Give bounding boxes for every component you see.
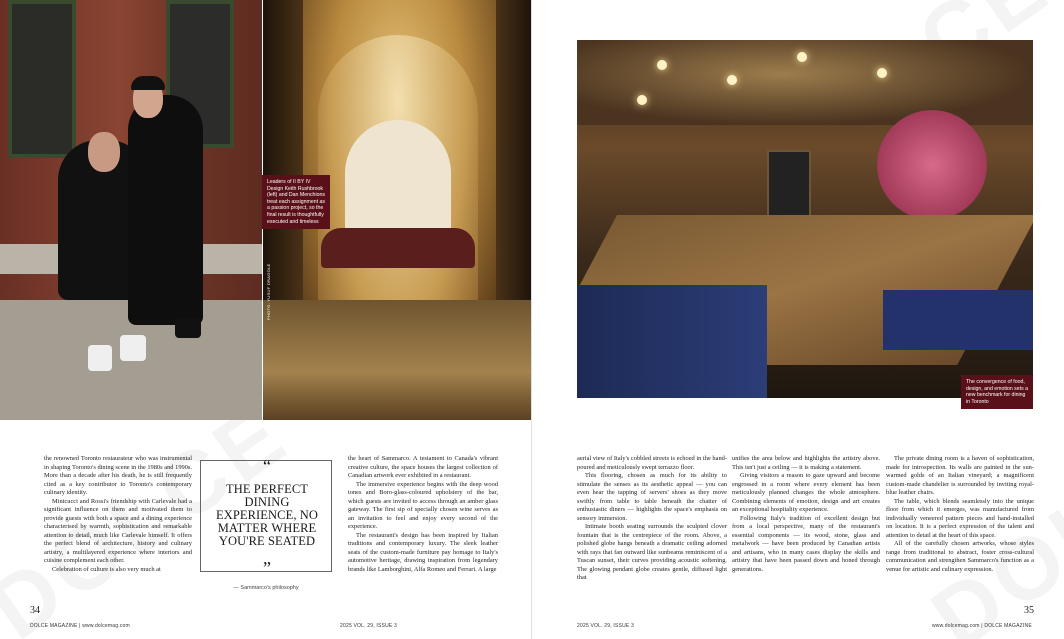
pull-quote-text: THE PERFECT DINING EXPERIENCE, NO MATTER WHERE YOU'RE SEATED — [215, 482, 319, 548]
article-column-1 — [44, 455, 192, 574]
dining-caption: The convergence of food, design, and emotion sets a new benchmark for dining in Toronto — [961, 375, 1033, 409]
footer-issue: 2025 VOL. 29, ISSUE 3 — [340, 623, 398, 629]
paragraph: The private dining room is a haven of sophistication, made for introspection. Its walls are painted in the sun-warmed golds of an Italian vineyard; a magnificent custom-made chandelier is surrounded by inviting royal-blue leather chairs. — [886, 455, 1034, 496]
article-column-5 — [732, 455, 880, 574]
paragraph: Giving visitors a reason to gaze upward and become engrossed in a room where every element has been meticulously planned changes the whole atmosphere. Combining elements of emotion, design and art creates an exceptional hospitality experience. — [732, 472, 880, 513]
close-quote-mark: ” — [263, 558, 271, 578]
paragraph: the heart of Sammarco. A testament to Canada's vibrant creative culture, the space houses the largest collection of Canadian artwork ever exhibited in a restaurant. — [348, 455, 498, 479]
paragraph: unifies the area below and highlights the artistry above. This isn't just a ceiling — it is making a statement. — [732, 455, 880, 471]
right-page — [532, 0, 1064, 639]
dining-room-photo — [577, 40, 1033, 398]
paragraph: the renowned Toronto restaurateur who was instrumental in shaping Toronto's dining scene in the 1980s and 1990s. More than a decade after his death, he is still frequently cited as a key contributor to Toronto's contemporary culinary identity. — [44, 455, 192, 496]
paragraph: The immersive experience begins with the deep wood tones and Boro-glass-coloured upholstery of the bar, which guests are invited to access through an amber glass gateway. The first sip of specially chosen wine serves as an invitation to feel and enjoy every second of the experience. — [348, 480, 498, 530]
paragraph: The restaurant's design has been inspired by Italian traditions and contemporary luxury. The sleek leather seats of the custom-made furniture pay homage to Italy's automotive heritage, drawing inspiration from legendary brands like Lamborghini, Alfa Romeo and Ferrari. A large — [348, 531, 498, 573]
photo-credit: PHOTO: YUSUF DRAGOLE — [266, 263, 271, 320]
paragraph: Intimate booth seating surrounds the sculpted clover fountain that is the centrepiece of the room. Above, a polished globe hangs beneath a dramatic ceiling adorned with rays that fan outward like sunbeams reminiscent of a Tuscan sunset, their curves providing acoustic softening. The glowing pendant globe creates gentle, diffused light that — [577, 523, 727, 581]
paragraph: All of the carefully chosen artworks, whose styles range from traditional to abstract, foster cross-cultural communication and strengthen Sammarco's function as a venue for artistic and culinary expression. — [886, 540, 1034, 573]
designers-caption: Leaders of II BY IV Design Keith Rushbrook (left) and Dan Menchions treat each assignment as a passion project, so the final result is thoughtfully executed and timeless — [262, 175, 330, 229]
pull-quote-attribution: — Sammarco's philosophy — [233, 585, 299, 591]
paragraph: Minicucci and Rossi's friendship with Carlevale had a significant influence on them and motivated them to provide guests with both a space and a dining experience characterised by warmth, sophistication and remarkable attention to detail, much like Carlevale himself. It offers the perfect blend of architecture, history and culinary artistry, a multilayered experience where interiors and cuisine complement each other. — [44, 497, 192, 564]
paragraph: The table, which blends seamlessly into the unique floor from which it emerges, was manufactured from individually veneered pattern pieces and hand-installed on location. It is a perfect expression of the talent and attention to detail at the heart of this space. — [886, 497, 1034, 539]
footer-right: www.dolcemag.com | DOLCE MAGAZINE — [932, 623, 1032, 629]
designers-photo — [0, 0, 262, 420]
open-quote-mark: “ — [263, 456, 271, 476]
article-column-3 — [348, 455, 498, 574]
footer-left: DOLCE MAGAZINE | www.dolcemag.com — [30, 623, 130, 629]
paragraph: aerial view of Italy's cobbled streets is echoed in the hand-poured and meticulously swept terrazzo floor. — [577, 455, 727, 471]
page-number: 34 — [30, 605, 40, 616]
article-column-6 — [886, 455, 1034, 574]
pull-quote — [200, 456, 332, 578]
page-number: 35 — [1024, 605, 1034, 616]
paragraph: Celebration of culture is also very much at — [52, 565, 161, 573]
article-column-4 — [577, 455, 727, 583]
paragraph: This flooring, chosen as much for its ability to stimulate the senses as its aesthetic appeal — you can even hear the tapping of servers' shoes as they move swiftly from table to table beneath the chatter of enthusiastic diners — highlights the space's emphasis on sensory immersion. — [577, 472, 727, 522]
footer-issue: 2025 VOL. 29, ISSUE 3 — [577, 623, 635, 629]
pull-quote-frame — [200, 456, 332, 578]
paragraph: Following Italy's tradition of excellent design but from a local perspective, many of the restaurant's essential components — its wood, stone, glass and metalwork — have been produced by Canadian artists and artisans, who in many cases display the skills and artistry that have been passed down and honed through generations. — [732, 514, 880, 573]
